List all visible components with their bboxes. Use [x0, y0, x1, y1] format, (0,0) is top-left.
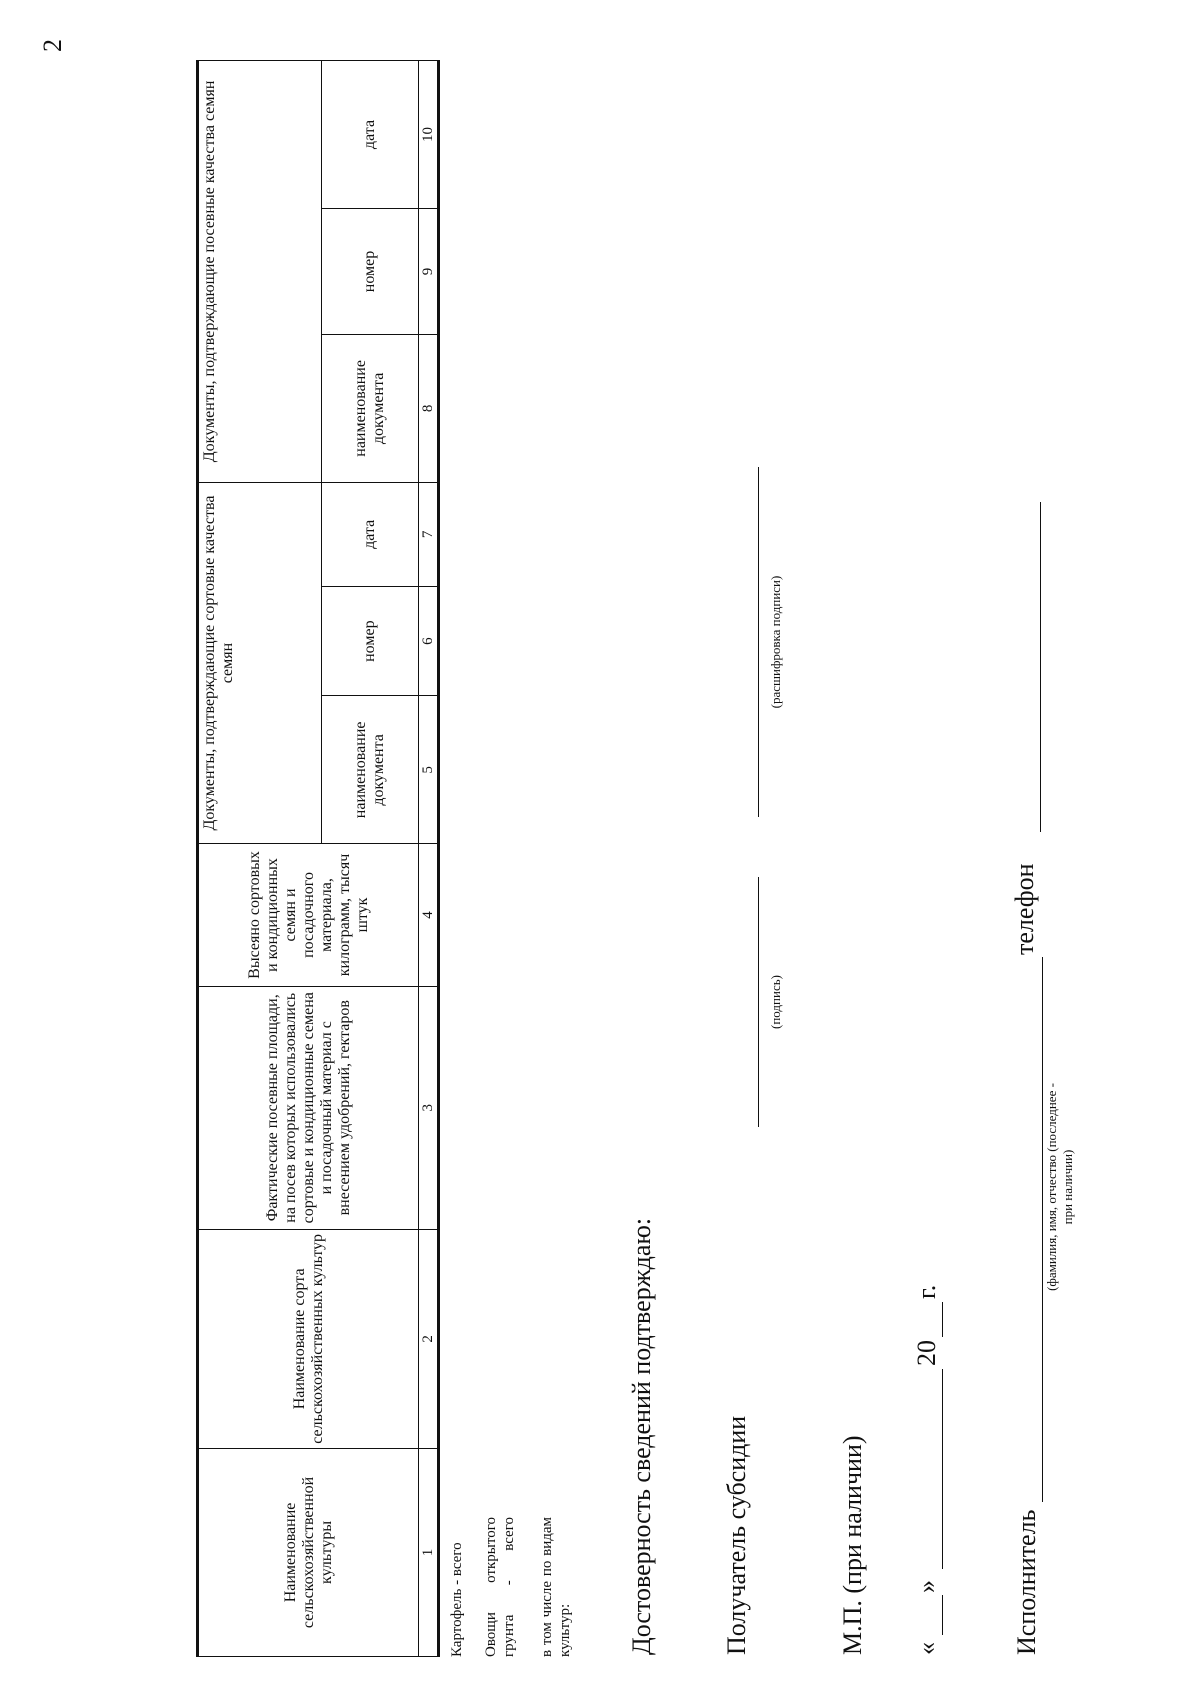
phone-line: [1040, 502, 1041, 832]
date-open-quote: «: [912, 1642, 941, 1655]
date-month-line: [942, 1369, 943, 1569]
confirm-statement: Достоверность сведений подтверждаю:: [627, 1217, 656, 1655]
header-crop-name: Наименование сельскохозяйственной культуры: [198, 1448, 419, 1656]
header-doc-name: наименование документа: [322, 696, 419, 844]
header-variety-name: Наименование сорта сельскохозяйственных культур: [198, 1229, 419, 1448]
header-docs-sowing: Документы, подтверждающие посевные качества семян: [198, 61, 322, 483]
header-actual-area: Фактические посевные площади, на посев которых использовались сортовые и кондиционные семена и посадочный материал с внесением удобрений, гектаров: [198, 986, 419, 1229]
header-doc-name: наименование документа: [322, 334, 419, 482]
column-number: 3: [419, 986, 439, 1229]
header-sown: Высеяно сортовых и кондиционных семян и посадочного материала, килограмм, тысяч штук: [198, 844, 419, 986]
row-label-by-type: в том числе по видам культур:: [539, 1517, 573, 1657]
year-suffix: г.: [912, 1284, 941, 1299]
executor-line: [1042, 957, 1043, 1502]
year-prefix: 20: [912, 1340, 941, 1366]
date-day-line: [942, 1595, 943, 1635]
row-label-vegetables: Овощи открытого грунта - всего: [483, 1517, 517, 1657]
column-number: 10: [419, 61, 439, 209]
header-number: номер: [322, 586, 419, 696]
signature-line: [758, 877, 759, 1127]
stamp-label: М.П. (при наличии): [838, 1435, 867, 1655]
column-number: 9: [419, 209, 439, 335]
decode-line: [758, 467, 759, 817]
column-number: 5: [419, 696, 439, 844]
page-number: 2: [38, 39, 67, 52]
header-docs-variety: Документы, подтверждающие сортовые качества семян: [198, 482, 322, 843]
header-date: дата: [322, 61, 419, 209]
seed-table: [196, 60, 440, 1657]
column-number: 8: [419, 334, 439, 482]
column-number: 2: [419, 1229, 439, 1448]
signature-caption: (подпись): [768, 975, 783, 1029]
recipient-label: Получатель субсидии: [722, 1415, 751, 1655]
column-number: 7: [419, 482, 439, 586]
row-label-potato: Картофель - всего: [449, 1542, 465, 1657]
date-close-quote: »: [912, 1580, 941, 1593]
date-year-line: [942, 1302, 943, 1337]
header-number: номер: [322, 209, 419, 335]
phone-label: телефон: [1010, 863, 1039, 955]
column-number: 1: [419, 1448, 439, 1656]
decode-caption: (расшифровка подписи): [768, 575, 783, 709]
column-number: 6: [419, 586, 439, 696]
executor-caption: (фамилия, имя, отчество (последнее - при наличии): [1044, 1083, 1075, 1291]
column-number: 4: [419, 844, 439, 986]
executor-label: Исполнитель: [1012, 1509, 1041, 1655]
header-date: дата: [322, 482, 419, 586]
